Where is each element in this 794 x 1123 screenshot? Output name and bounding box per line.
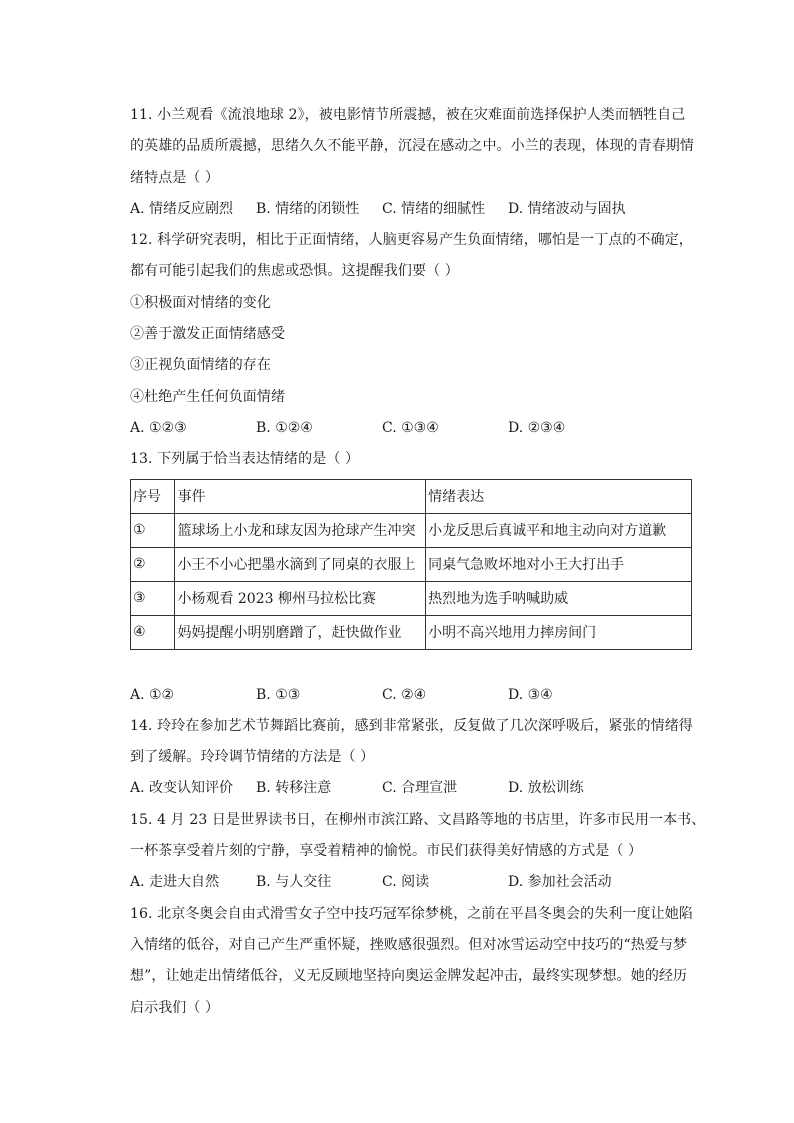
- table-cell: ③: [131, 581, 175, 615]
- q14-option-d: D. 放松训练: [508, 780, 584, 797]
- q14-option-c: C. 合理宣泄: [382, 780, 458, 797]
- question-15: [130, 805, 706, 899]
- q15-options: [130, 867, 700, 898]
- q11-option-c: C. 情绪的细腻性: [382, 200, 486, 217]
- question-12: [130, 225, 700, 444]
- q12-item: ③正视负面情绪的存在: [130, 357, 271, 374]
- q14-option-b: B. 转移注意: [256, 780, 332, 797]
- questions-container: [130, 100, 706, 1024]
- q12-item: ④杜绝产生任何负面情绪: [130, 388, 286, 405]
- question-11: [130, 100, 700, 225]
- q15-option-c: C. 阅读: [382, 874, 430, 891]
- q16-line: 启示我们（ ）: [130, 999, 220, 1016]
- table-header-cell: 事件: [175, 479, 426, 513]
- question-14: [130, 711, 700, 805]
- q16-line: 入情绪的低谷，对自己产生严重怀疑，挫败感很强烈。但对冰雪运动空中技巧的“热爱与梦: [130, 936, 688, 953]
- table-cell: ②: [131, 547, 175, 581]
- table-cell: 热烈地为选手呐喊助威: [426, 581, 692, 615]
- q11-line: 绪特点是（ ）: [130, 169, 220, 186]
- table-header-row: [131, 479, 692, 513]
- q11-option-b: B. 情绪的闭锁性: [256, 200, 360, 217]
- table-cell: ①: [131, 513, 175, 547]
- table-header-cell: 序号: [131, 479, 175, 513]
- table-cell: ④: [131, 615, 175, 649]
- q14-option-a: A. 改变认知评价: [130, 780, 234, 797]
- q15-option-d: D. 参加社会活动: [508, 874, 612, 891]
- table-cell: 篮球场上小龙和球友因为抢球产生冲突: [175, 513, 426, 547]
- q12-line: 都有可能引起我们的焦虑或恐惧。这提醒我们要（ ）: [130, 263, 459, 280]
- table-row: [131, 547, 692, 581]
- table-cell: 小杨观看 2023 柳州马拉松比赛: [175, 581, 426, 615]
- table-cell: 小王不小心把墨水滴到了同桌的衣服上: [175, 547, 426, 581]
- q13-options: [130, 680, 700, 711]
- q12-option-d: D. ②③④: [508, 419, 566, 436]
- table-row: [131, 615, 692, 649]
- q12-option-b: B. ①②④: [256, 419, 313, 436]
- q12-item: ②善于激发正面情绪感受: [130, 326, 286, 343]
- q11-option-d: D. 情绪波动与固执: [508, 200, 626, 217]
- q11-line: 的英雄的品质所震撼，思绪久久不能平静，沉浸在感动之中。小兰的表现，体现的青春期情: [130, 138, 694, 155]
- q14-line: 到了缓解。玲玲调节情绪的方法是（ ）: [130, 749, 375, 766]
- q11-option-a: A. 情绪反应剧烈: [130, 200, 234, 217]
- q13-option-d: D. ③④: [508, 686, 553, 703]
- q16-line: 想”，让她走出情绪低谷，义无反顾地坚持向奥运金牌发起冲击，最终实现梦想。她的经历: [130, 968, 688, 985]
- q13-option-c: C. ②④: [382, 686, 427, 703]
- q13-stem: 13. 下列属于恰当表达情绪的是（ ）: [130, 451, 360, 468]
- q14-options: [130, 773, 700, 804]
- q15-line: 15. 4 月 23 日是世界读书日，在柳州市滨江路、文昌路等地的书店里，许多市民用一本书、: [130, 811, 706, 828]
- q13-table: [130, 479, 692, 650]
- table-cell: 小明不高兴地用力摔房间门: [426, 615, 692, 649]
- question-13: [130, 444, 700, 711]
- q12-option-a: A. ①②③: [130, 419, 187, 436]
- q15-option-b: B. 与人交往: [256, 874, 332, 891]
- question-16: [130, 899, 700, 1024]
- table-row: [131, 513, 692, 547]
- q13-option-a: A. ①②: [130, 686, 175, 703]
- table-cell: 妈妈提醒小明别磨蹭了，赶快做作业: [175, 615, 426, 649]
- q16-line: 16. 北京冬奥会自由式滑雪女子空中技巧冠军徐梦桃，之前在平昌冬奥会的失利一度让她陷: [130, 905, 693, 922]
- table-cell: 同桌气急败坏地对小王大打出手: [426, 547, 692, 581]
- table-cell: 小龙反思后真诚平和地主动向对方道歉: [426, 513, 692, 547]
- q13-option-b: B. ①③: [256, 686, 301, 703]
- q11-line: 11. 小兰观看《流浪地球 2》，被电影情节所震撼，被在灾难面前选择保护人类而牺牲自己: [130, 107, 686, 123]
- q14-line: 14. 玲玲在参加艺术节舞蹈比赛前，感到非常紧张，反复做了几次深呼吸后，紧张的情绪得: [130, 717, 693, 734]
- q12-line: 12. 科学研究表明，相比于正面情绪，人脑更容易产生负面情绪，哪怕是一丁点的不确定，: [130, 232, 693, 249]
- q12-item: ①积极面对情绪的变化: [130, 294, 271, 311]
- table-row: [131, 581, 692, 615]
- q15-option-a: A. 走进大自然: [130, 874, 220, 891]
- q12-option-c: C. ①③④: [382, 419, 439, 436]
- q12-options: [130, 413, 700, 444]
- q11-options: [130, 194, 700, 225]
- table-header-cell: 情绪表达: [426, 479, 692, 513]
- q15-line: 一杯茶享受着片刻的宁静，享受着精神的愉悦。市民们获得美好情感的方式是（ ）: [130, 843, 643, 860]
